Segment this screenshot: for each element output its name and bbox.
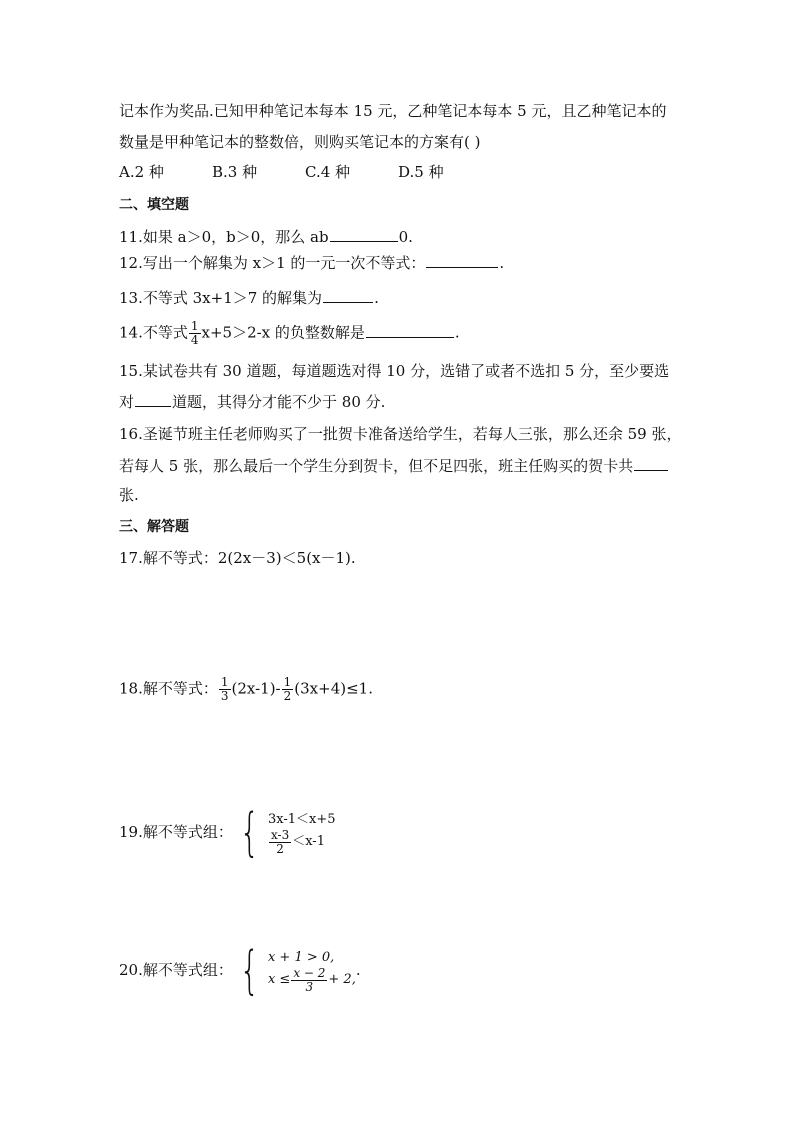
question-19: 19.解不等式组： { 3x-1＜x+5 $\frac{x-3}{2}$ ＜x-1 <box>119 803 336 863</box>
q16-text-line2: 若每人 5 张，那么最后一个学生分到贺卡，但不足四张，班主任购买的贺卡共 <box>119 455 669 476</box>
answer-blank <box>366 322 454 338</box>
choice-b: B.3 种 <box>212 163 258 181</box>
fraction: $\frac{1}{4}$ <box>190 319 199 347</box>
choice-c: C.4 种 <box>305 163 351 181</box>
section-solve-heading: 三、解答题 <box>119 519 189 535</box>
inequality-system: { x + 1 > 0, x ≤ $\frac{x - 2}{3}$ + 2, <box>239 941 356 1001</box>
question-14: 14.不等式 $\frac{1}{4}$ x+5＞2-x 的负整数解是 . <box>119 319 460 347</box>
question-11: 11.如果 a＞0，b＞0，那么 ab 0. <box>119 228 413 246</box>
brace-icon: { <box>239 941 260 1001</box>
section-fill-in-heading: 二、填空题 <box>119 197 189 213</box>
choice-d: D.5 种 <box>398 163 444 181</box>
answer-blank <box>426 252 498 268</box>
q10-choices <box>119 162 491 182</box>
q15-text-line2: 对 道题，其得分才能不少于 80 分. <box>119 393 386 411</box>
fraction: $\frac{1}{3}$ <box>220 675 229 703</box>
q15-text-line1: 15.某试卷共有 30 道题，每道题选对得 10 分，选错了或者不选扣 5 分，至少要选 <box>119 362 670 380</box>
q16-text-line3: 张. <box>119 486 139 504</box>
fraction: $\frac{x - 2}{3}$ <box>293 965 326 994</box>
fraction: $\frac{x-3}{2}$ <box>270 827 290 856</box>
fraction: $\frac{1}{2}$ <box>283 675 292 703</box>
question-18: 18.解不等式： $\frac{1}{3}$ (2x-1)- $\frac{1}{2}$ (3x+4)≤1. <box>119 675 373 703</box>
brace-icon: { <box>239 803 260 863</box>
choice-a: A.2 种 <box>119 163 164 181</box>
question-13: 13.不等式 3x+1＞7 的解集为 . <box>119 289 379 307</box>
answer-blank <box>330 226 398 242</box>
inequality-system: { 3x-1＜x+5 $\frac{x-3}{2}$ ＜x-1 <box>239 803 336 863</box>
answer-blank <box>323 287 373 303</box>
q10-text-line2: 数量是甲种笔记本的整数倍，则购买笔记本的方案有( ) <box>119 133 481 151</box>
question-17: 17.解不等式：2(2x－3)＜5(x－1). <box>119 549 356 567</box>
answer-blank <box>135 391 171 407</box>
question-12: 12.写出一个解集为 x＞1 的一元一次不等式： . <box>119 254 505 272</box>
q16-text-line1: 16.圣诞节班主任老师购买了一批贺卡准备送给学生，若每人三张，那么还余 59 张， <box>119 425 682 443</box>
question-20: 20.解不等式组： { x + 1 > 0, x ≤ $\frac{x - 2}{3}$ + 2, . <box>119 941 361 1001</box>
answer-blank <box>634 455 668 471</box>
q10-text-line1: 记本作为奖品.已知甲种笔记本每本 15 元，乙种笔记本每本 5 元，且乙种笔记本的 <box>119 102 667 120</box>
